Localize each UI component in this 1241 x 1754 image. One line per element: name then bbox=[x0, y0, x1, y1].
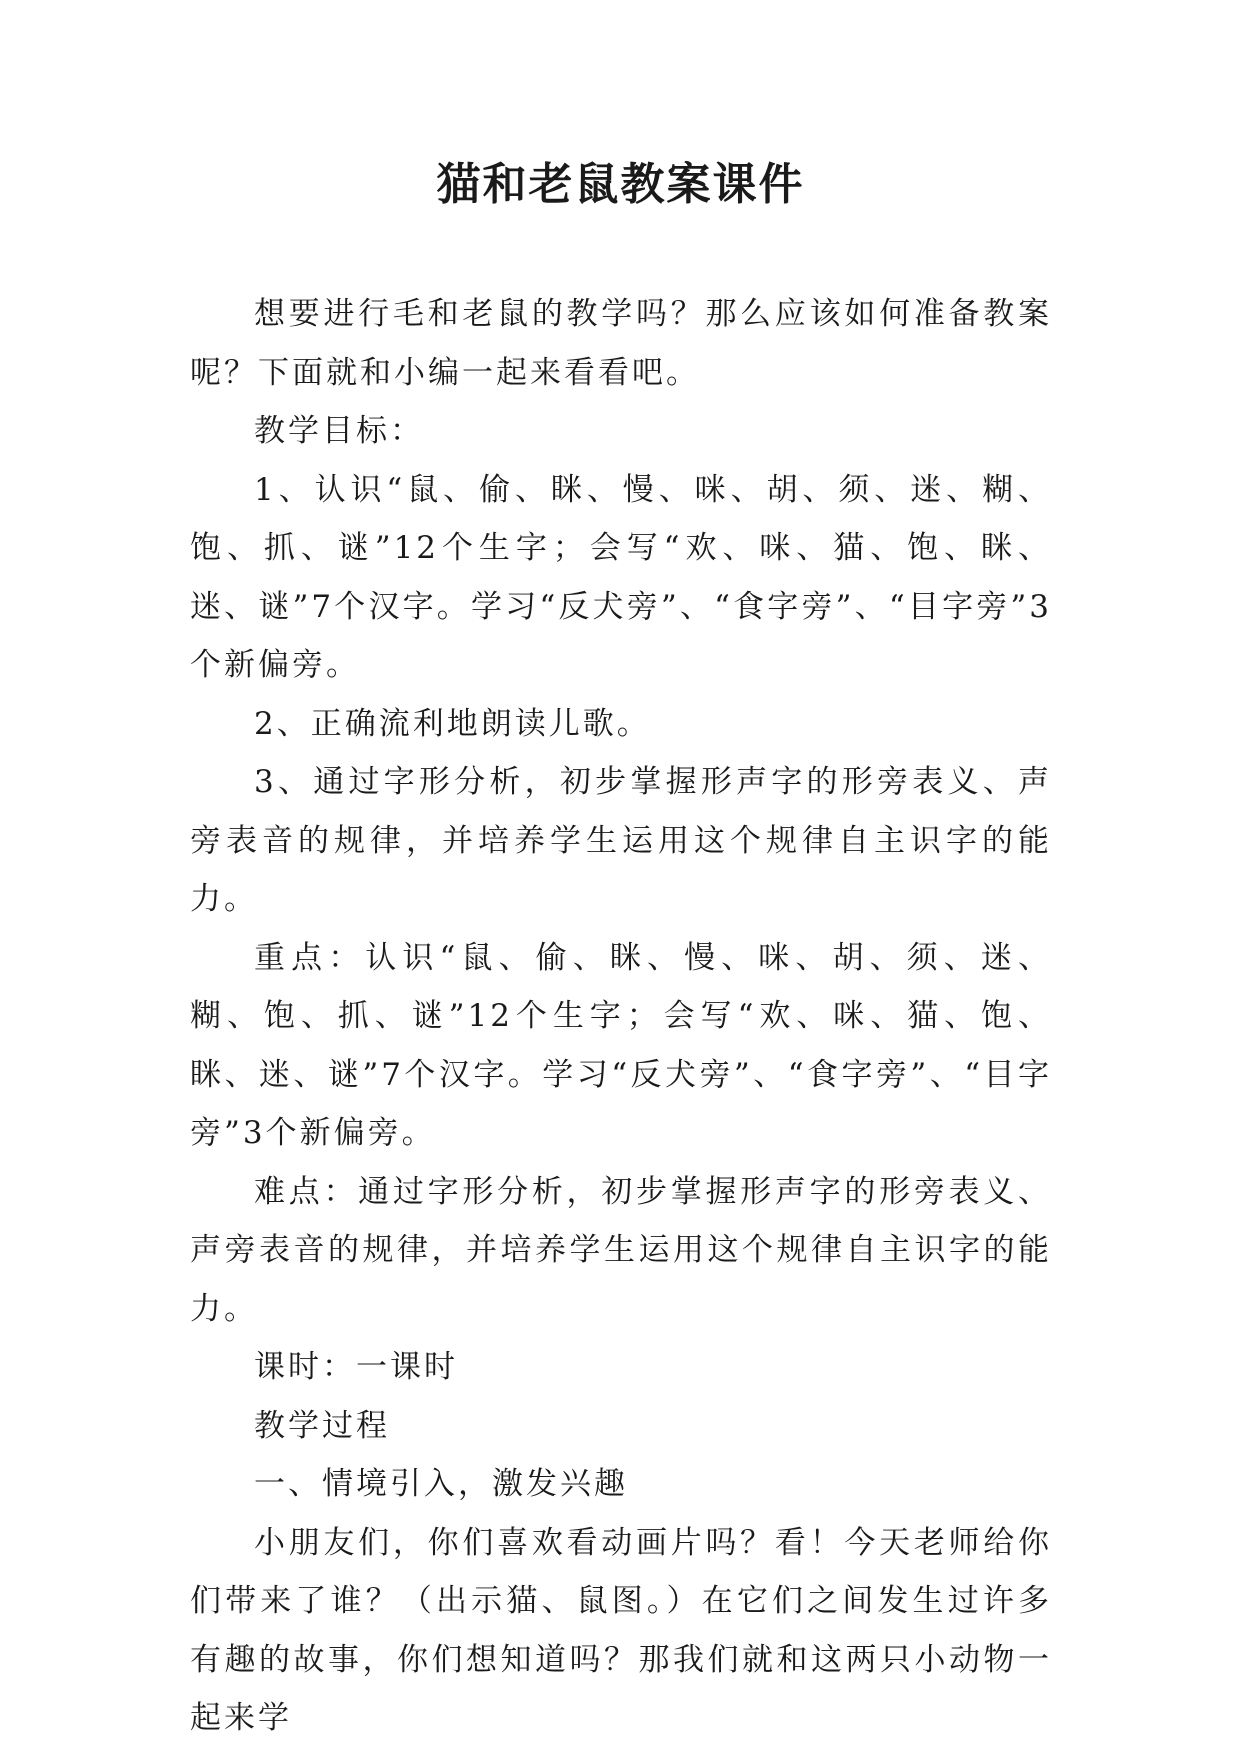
class-hours-paragraph: 课时：一课时 bbox=[254, 1349, 458, 1385]
document-body bbox=[190, 285, 1052, 1748]
goal-item-2: 2、正确流利地朗读儿歌。 bbox=[254, 705, 651, 742]
key-points-paragraph: 重点：认识“鼠、偷、眯、慢、咪、胡、须、迷、糊、饱、抓、谜”12个生字；会写“欢、咪、猫、饱、眯、迷、谜”7个汉字。学习“反犬旁”、“食字旁”、“目字旁”3个新偏旁。 bbox=[190, 939, 1052, 1151]
document-title: 猫和老鼠教案课件 bbox=[436, 159, 805, 210]
goal-item-1: 1、认识“鼠、偷、眯、慢、咪、胡、须、迷、糊、饱、抓、谜”12个生字；会写“欢、咪、猫、饱、眯、迷、谜”7个汉字。学习“反犬旁”、“食字旁”、“目字旁”3个新偏旁。 bbox=[190, 471, 1052, 683]
teaching-goals-heading: 教学目标： bbox=[254, 413, 424, 449]
difficulties-paragraph: 难点：通过字形分析，初步掌握形声字的形旁表义、声旁表音的规律，并培养学生运用这个规律自主识字的能力。 bbox=[190, 1173, 1052, 1327]
intro-paragraph: 想要进行毛和老鼠的教学吗？那么应该如何准备教案呢？下面就和小编一起来看看吧。 bbox=[190, 296, 1052, 391]
section-1-paragraph: 小朋友们，你们喜欢看动画片吗？看！今天老师给你们带来了谁？（出示猫、鼠图。）在它们之间发生过许多有趣的故事，你们想知道吗？那我们就和这两只小动物一起来学 bbox=[190, 1524, 1052, 1736]
goal-item-3: 3、通过字形分析，初步掌握形声字的形旁表义、声旁表音的规律，并培养学生运用这个规律自主识字的能力。 bbox=[190, 764, 1052, 917]
teaching-process-heading: 教学过程 bbox=[254, 1407, 390, 1444]
section-1-heading: 一、情境引入，激发兴趣 bbox=[254, 1466, 628, 1502]
